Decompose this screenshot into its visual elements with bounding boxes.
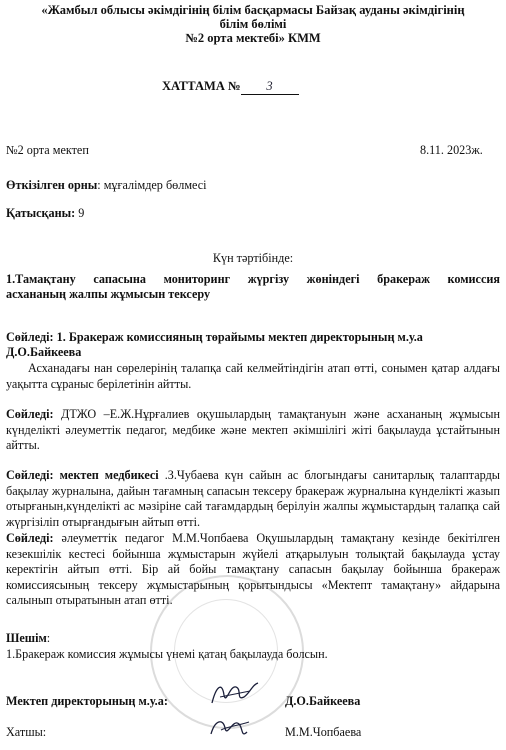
agenda-item-1-line-2: асхананың жалпы жұмысын тексеру [6,287,211,301]
agenda-heading: Күн тәртібінде: [212,251,294,265]
secretary-name: М.М.Чопбаева [285,725,362,739]
protocol-title [162,79,299,95]
attendees-label: Қатысқаны: [6,206,76,220]
speech-1-heading-line-1: Сөйледі: 1. Бракераж комиссияның төрайымы мектеп директорының м.у.а [6,330,423,344]
decision-item-1: 1.Бракераж комиссия жұмысы үнемі қатаң бақылауда болсын. [6,647,328,661]
speech-3-label: Сөйледі: мектеп медбикесі [6,468,159,482]
secretary-signature [203,712,255,746]
header-line-1: «Жамбыл облысы әкімдігінің білім басқармасы Байзақ ауданы әкімдігінің [41,3,465,17]
speech-1-text: Асханадағы нан сөрелерінің талапқа сай келмейтіндігін атап өтті, сонымен қатар алдағы уақытта сұраныс берілетінін айтты. [6,361,500,391]
protocol-date: 8.11. 2023ж. [420,143,483,157]
header-line-3: №2 орта мектебі» КММ [185,31,321,45]
decision-label: Шешім [6,631,47,645]
director-name: Д.О.Байкеева [285,694,361,708]
attendees [6,206,84,221]
attendees-value: 9 [75,206,85,220]
agenda-item-1-line-1: 1.Тамақтану сапасына мониторинг жүргізу жөніндегі бракераж комиссия [6,272,500,286]
decision-heading [6,631,50,646]
decision-colon: : [46,631,51,645]
speech-4-text: әлеуметтік педагог М.М.Чопбаева Оқушылардың тамақтану кезінде бекітілген кезекшілік кестесі бойынша жұмыстарын жүйелі атқарылуын толықтай бақылауда ұстау керектігін айтып өтті. Бір ай бойы тамақтану сапасын бақылау бойынша бракераж комиссиясының тексеру жұмыстарының қорытындысы «Мектепт тамақтану» айдарына салынып отыратынын атап өтті. [6,531,500,607]
header-line-2: білім бөлімі [219,17,287,31]
speech-2-text: ДТЖО –Е.Ж.Нұрғалиев оқушылардың тамақтануын және асхананың жұмысын күнделікті әлеуметтік педагог, медбике және мектеп әкімшілігі жіті бақылауда ұстайтынын айтты. [6,407,500,452]
protocol-number: 3 [241,79,299,95]
secretary-label: Хатшы: [6,725,47,739]
place-label: Өткізілген орны [6,178,98,192]
speech-2-label: Сөйледі: [6,407,54,421]
director-signature [206,677,264,711]
speech-1-heading-line-2: Д.О.Байкеева [6,345,82,359]
place-value: : мұғалімдер бөлмесі [97,178,207,192]
speech-3-text: .З.Чубаева күн сайын ас блогындағы санитарлық талаптарды бақылау журналына, дайын тағамның сапасын тексеру бракераж журналына күнделікті жазып отырғанын,күнделікті ас мәзіріне сай тағамдардың берілуін жалпы жұмыстардың талапқа сай жүргізіліп отырғандығын айтып өтті. [6,468,500,529]
school-name: №2 орта мектеп [6,143,89,157]
director-label: Мектеп директорының м.у.а: [6,694,168,708]
speech-4-label: Сөйледі: [6,531,54,545]
speech-3 [6,468,500,530]
meeting-place [6,178,207,193]
speech-2 [6,407,500,454]
protocol-title-label: ХАТТАМА № [162,79,241,93]
